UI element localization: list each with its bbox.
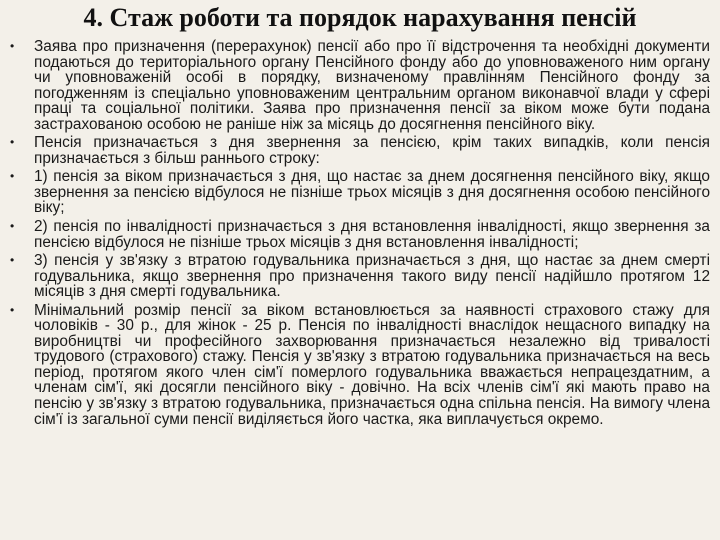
slide-title: 4. Стаж роботи та порядок нарахування пенсій [83,3,637,32]
bullet-icon: • [10,135,15,150]
list-item-text: 1) пенсія за віком призначається з дня, що настає за днем досягнення пенсійного віку, якщо звернення за пенсією відбулося не пізніше трьох місяців з дня досягнення особою пенсійного віку; [34,168,710,217]
list-item-text: Пенсія призначається з дня звернення за пенсією, крім таких випадків, коли пенсія призначається з більш раннього строку: [34,134,710,167]
bullet-icon: • [10,302,15,317]
list-item [10,169,710,216]
list-item [10,303,710,427]
bullet-icon: • [10,39,15,53]
list-item-text: Заява про призначення (перерахунок) пенсії або про її відстрочення та необхідні документи подаються до територіального органу Пенсійного фонду або до уповноваженого ним органу чи уповноваженій особі в порядку, визначеному правлінням Пенсійного фонду за погодженням із спеціально уповноваженим центральним органом виконавчої влади у сфері праці та соціальної політики. Заява про призначення пенсії за віком може бути подана застрахованою особою не раніше ніж за місяць до досягнення пенсійного віку. [34,38,710,133]
list-item [10,39,710,132]
bullet-list [10,39,710,430]
list-item-text: 3) пенсія у зв'язку з втратою годувальника призначається з дня, що настає за днем смерті годувальника, якщо звернення про призначення такого виду пенсії надійшло протягом 12 місяців з дня смерті годувальника. [34,252,710,301]
list-item [10,253,710,300]
bullet-icon: • [10,219,15,234]
list-item [10,219,710,250]
bullet-icon: • [10,253,15,268]
bullet-icon: • [10,169,15,184]
list-item [10,135,710,166]
list-item-text: 2) пенсія по інвалідності призначається з дня встановлення інвалідності, якщо звернення за пенсією відбулося не пізніше трьох місяців з дня встановлення інвалідності; [34,218,710,251]
list-item-text: Мінімальний розмір пенсії за віком встановлюється за наявності страхового стажу для чоловіків - 30 р., для жінок - 25 р. Пенсія по інвалідності внаслідок нещасного випадку на виробництві чи професійного захворювання призначається незалежно від тривалості трудового (страхового) стажу. Пенсія у зв'язку з втратою годувальника призначається на весь період, протягом якого член сім'ї померлого годувальника вважається непрацездатним, а членам сім'ї, які досягли пенсійного віку - довічно. На всіх членів сім'ї які мають право на пенсію у зв'язку з втратою годувальника, призначається одна спільна пенсія. На вимогу члена сім'ї із загальної суми пенсії виділяється його частка, яка виплачується окремо. [34,301,710,428]
